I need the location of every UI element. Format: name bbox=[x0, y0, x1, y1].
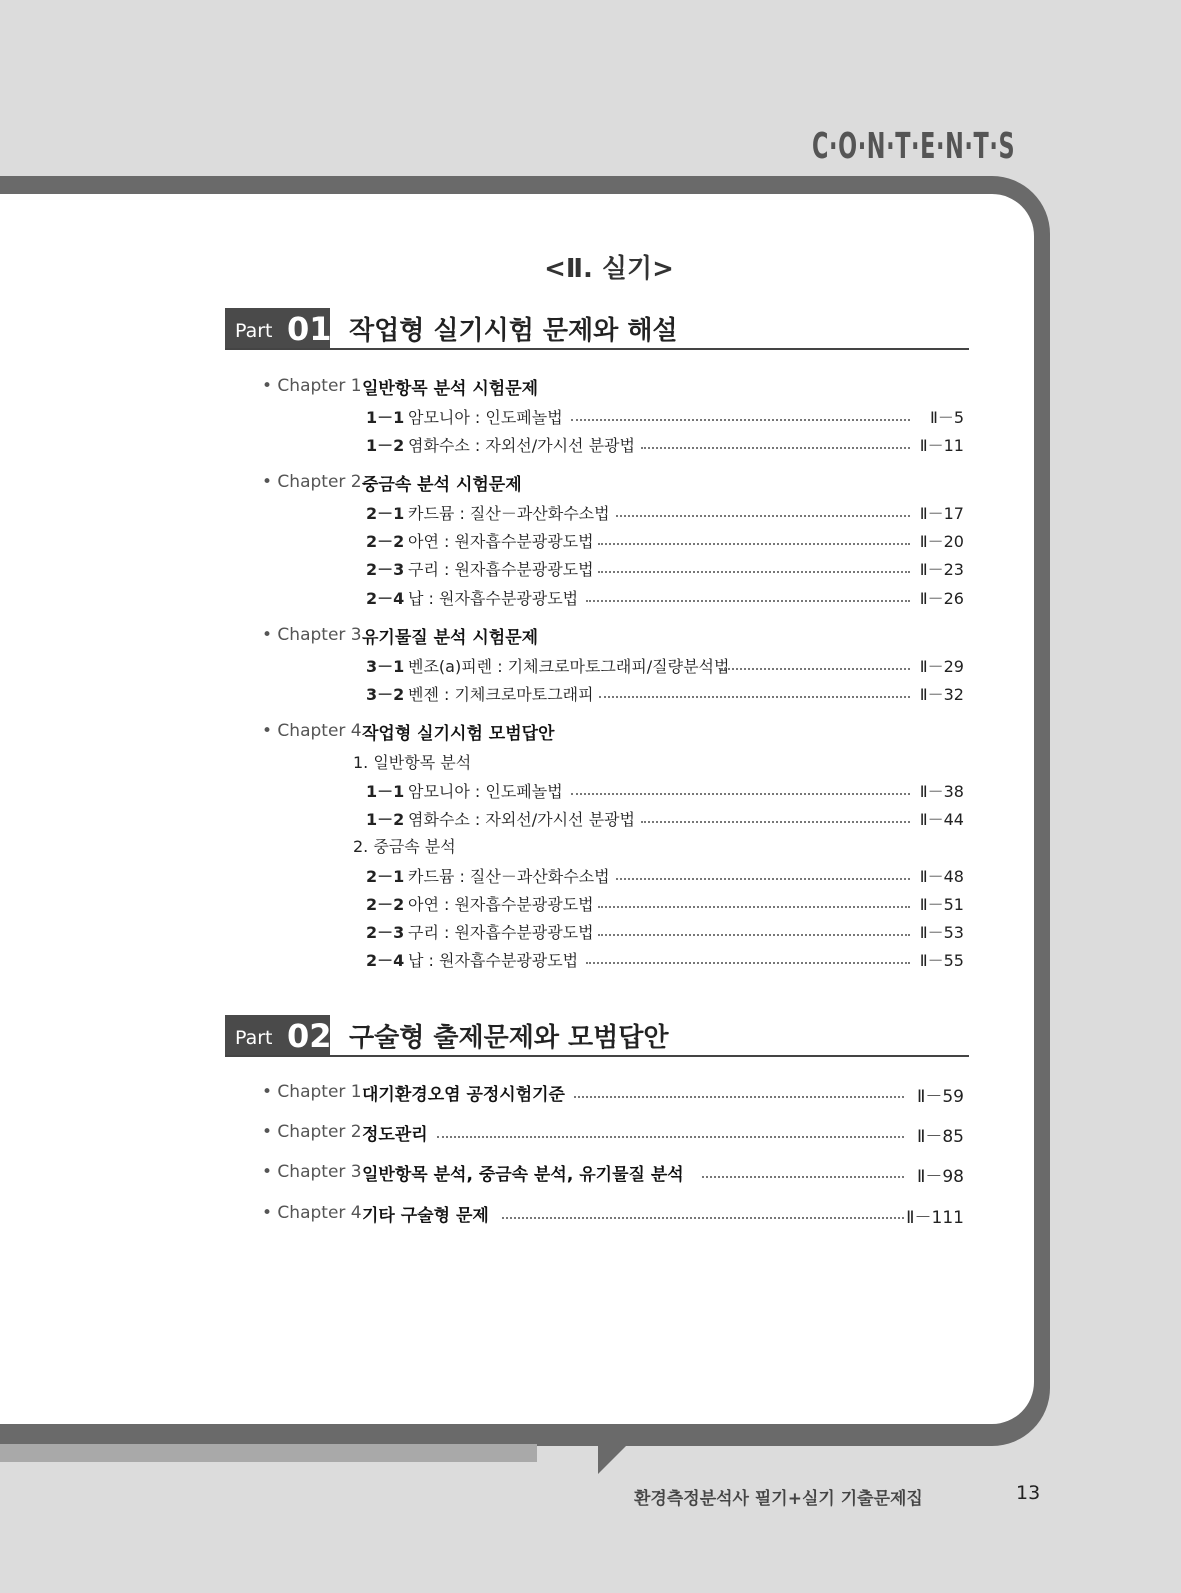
entry-text: 아연 : 원자흡수분광광도법 bbox=[408, 895, 594, 914]
entry-page: Ⅱ－53 bbox=[919, 923, 964, 942]
dot-leader bbox=[641, 447, 910, 449]
entry-number: 3－2 bbox=[366, 685, 405, 704]
toc-entry[interactable] bbox=[366, 652, 964, 678]
dot-leader bbox=[599, 696, 910, 698]
chapter-row[interactable] bbox=[262, 1201, 964, 1229]
entry-page: Ⅱ－20 bbox=[919, 532, 964, 551]
chapter-title: 대기환경오염 공정시험기준 bbox=[362, 1085, 565, 1105]
entry-number: 2－1 bbox=[366, 867, 405, 886]
toc-entry[interactable] bbox=[366, 680, 964, 706]
chapter-title: 유기물질 분석 시험문제 bbox=[362, 628, 539, 648]
chapter-title: 정도관리 bbox=[362, 1125, 428, 1145]
entry-text: 벤젠 : 기체크로마토그래피 bbox=[408, 685, 594, 704]
entry-number: 2－2 bbox=[366, 895, 405, 914]
chapter-page: Ⅱ－59 bbox=[917, 1087, 964, 1107]
entry-text: 벤조(a)피렌 : 기체크로마토그래피/질량분석법 bbox=[408, 657, 730, 676]
entry-text: 구리 : 원자흡수분광광도법 bbox=[408, 923, 594, 942]
group-heading: 2. 중금속 분석 bbox=[353, 837, 456, 856]
entry-text: 카드뮴 : 질산－과산화수소법 bbox=[408, 867, 610, 886]
contents-header: C·O·N·T·E·N·T·S bbox=[812, 126, 1016, 167]
entry-text: 납 : 원자흡수분광광도법 bbox=[408, 589, 579, 608]
entry-text: 카드뮴 : 질산－과산화수소법 bbox=[408, 504, 610, 523]
chapter-row[interactable] bbox=[262, 1120, 964, 1148]
chapter-row[interactable] bbox=[262, 623, 964, 651]
entry-page: Ⅱ－32 bbox=[919, 685, 964, 704]
dot-leader bbox=[571, 419, 910, 421]
entry-text: 납 : 원자흡수분광광도법 bbox=[408, 951, 579, 970]
chapter-row[interactable] bbox=[262, 374, 964, 402]
dot-leader bbox=[502, 1217, 904, 1219]
part-badge bbox=[225, 1015, 330, 1055]
toc-entry[interactable] bbox=[366, 862, 964, 888]
dot-leader bbox=[571, 793, 910, 795]
chapter-label: • Chapter 2 bbox=[262, 472, 362, 492]
dot-leader bbox=[702, 1176, 904, 1178]
toc-entry[interactable] bbox=[366, 403, 964, 429]
entry-text: 염화수소 : 자외선/가시선 분광법 bbox=[408, 810, 635, 829]
part-number: 02 bbox=[287, 1017, 332, 1055]
toc-entry[interactable] bbox=[366, 527, 964, 553]
entry-page: Ⅱ－55 bbox=[919, 951, 964, 970]
entry-number: 2－3 bbox=[366, 560, 405, 579]
chapter-label: • Chapter 4 bbox=[262, 1203, 362, 1223]
entry-number: 2－3 bbox=[366, 923, 405, 942]
toc-entry[interactable] bbox=[366, 805, 964, 831]
chapter-title: 작업형 실기시험 모범답안 bbox=[362, 724, 555, 744]
entry-page: Ⅱ－51 bbox=[919, 895, 964, 914]
dot-leader bbox=[586, 962, 910, 964]
chapter-label: • Chapter 4 bbox=[262, 721, 362, 741]
chapter-page: Ⅱ－98 bbox=[917, 1167, 964, 1187]
entry-page: Ⅱ－17 bbox=[919, 504, 964, 523]
footer-book-title: 환경측정분석사 필기+실기 기출문제집 bbox=[634, 1489, 923, 1509]
chapter-label: • Chapter 2 bbox=[262, 1122, 362, 1142]
dot-leader bbox=[586, 600, 910, 602]
page-number: 13 bbox=[1016, 1482, 1041, 1504]
entry-number: 1－1 bbox=[366, 408, 405, 427]
part-01-header bbox=[225, 308, 969, 350]
chapter-title: 일반항목 분석, 중금속 분석, 유기물질 분석 bbox=[362, 1165, 684, 1185]
part-word: Part bbox=[235, 320, 273, 342]
entry-text: 아연 : 원자흡수분광광도법 bbox=[408, 532, 594, 551]
entry-number: 3－1 bbox=[366, 657, 405, 676]
chapter-row[interactable] bbox=[262, 1080, 964, 1108]
entry-text: 암모니아 : 인도페놀법 bbox=[408, 408, 563, 427]
toc-entry[interactable] bbox=[366, 777, 964, 803]
dot-leader bbox=[721, 668, 910, 670]
entry-text: 염화수소 : 자외선/가시선 분광법 bbox=[408, 436, 635, 455]
entry-number: 2－4 bbox=[366, 589, 405, 608]
toc-entry[interactable] bbox=[366, 555, 964, 581]
entry-number: 2－2 bbox=[366, 532, 405, 551]
toc-entry[interactable] bbox=[366, 431, 964, 457]
toc-entry[interactable] bbox=[366, 918, 964, 944]
entry-number: 2－1 bbox=[366, 504, 405, 523]
entry-page: Ⅱ－48 bbox=[919, 867, 964, 886]
dot-leader bbox=[616, 878, 910, 880]
toc-entry[interactable] bbox=[366, 584, 964, 610]
dot-leader bbox=[574, 1096, 904, 1098]
chapter-title: 일반항목 분석 시험문제 bbox=[362, 379, 539, 399]
chapter-row[interactable] bbox=[262, 470, 964, 498]
entry-page: Ⅱ－38 bbox=[919, 782, 964, 801]
chapter-page: Ⅱ－85 bbox=[917, 1127, 964, 1147]
entry-page: Ⅱ－11 bbox=[919, 436, 964, 455]
chapter-title: 중금속 분석 시험문제 bbox=[362, 475, 522, 495]
part-number: 01 bbox=[287, 310, 332, 348]
part-badge bbox=[225, 308, 330, 348]
section-title: <Ⅱ. 실기> bbox=[544, 254, 674, 284]
chapter-label: • Chapter 3 bbox=[262, 1162, 362, 1182]
chapter-row[interactable] bbox=[262, 1160, 964, 1188]
entry-number: 1－1 bbox=[366, 782, 405, 801]
part-word: Part bbox=[235, 1027, 273, 1049]
entry-text: 구리 : 원자흡수분광광도법 bbox=[408, 560, 594, 579]
dot-leader bbox=[598, 934, 910, 936]
entry-number: 2－4 bbox=[366, 951, 405, 970]
dot-leader bbox=[641, 821, 910, 823]
toc-entry[interactable] bbox=[366, 946, 964, 972]
dot-leader bbox=[598, 543, 910, 545]
part-title: 구술형 출제문제와 모범답안 bbox=[349, 1023, 669, 1053]
dot-leader bbox=[437, 1136, 904, 1138]
dot-leader bbox=[598, 906, 910, 908]
toc-entry[interactable] bbox=[366, 499, 964, 525]
entry-page: Ⅱ－29 bbox=[919, 657, 964, 676]
chapter-row[interactable] bbox=[262, 719, 964, 747]
dot-leader bbox=[598, 571, 910, 573]
chapter-label: • Chapter 3 bbox=[262, 625, 362, 645]
part-02-header bbox=[225, 1015, 969, 1057]
chapter-label: • Chapter 1 bbox=[262, 376, 362, 396]
part-title: 작업형 실기시험 문제와 해설 bbox=[349, 316, 678, 346]
bottom-bar bbox=[0, 1444, 537, 1462]
entry-text: 암모니아 : 인도페놀법 bbox=[408, 782, 563, 801]
chapter-page: Ⅱ－111 bbox=[906, 1208, 964, 1228]
chapter-label: • Chapter 1 bbox=[262, 1082, 362, 1102]
entry-page: Ⅱ－26 bbox=[919, 589, 964, 608]
entry-number: 1－2 bbox=[366, 436, 405, 455]
group-heading: 1. 일반항목 분석 bbox=[353, 753, 472, 772]
dot-leader bbox=[616, 515, 910, 517]
chapter-title: 기타 구술형 문제 bbox=[362, 1206, 489, 1226]
entry-page: Ⅱ－23 bbox=[919, 560, 964, 579]
entry-number: 1－2 bbox=[366, 810, 405, 829]
toc-entry[interactable] bbox=[366, 890, 964, 916]
entry-page: Ⅱ－5 bbox=[929, 408, 964, 427]
bottom-notch bbox=[598, 1444, 628, 1474]
entry-page: Ⅱ－44 bbox=[919, 810, 964, 829]
